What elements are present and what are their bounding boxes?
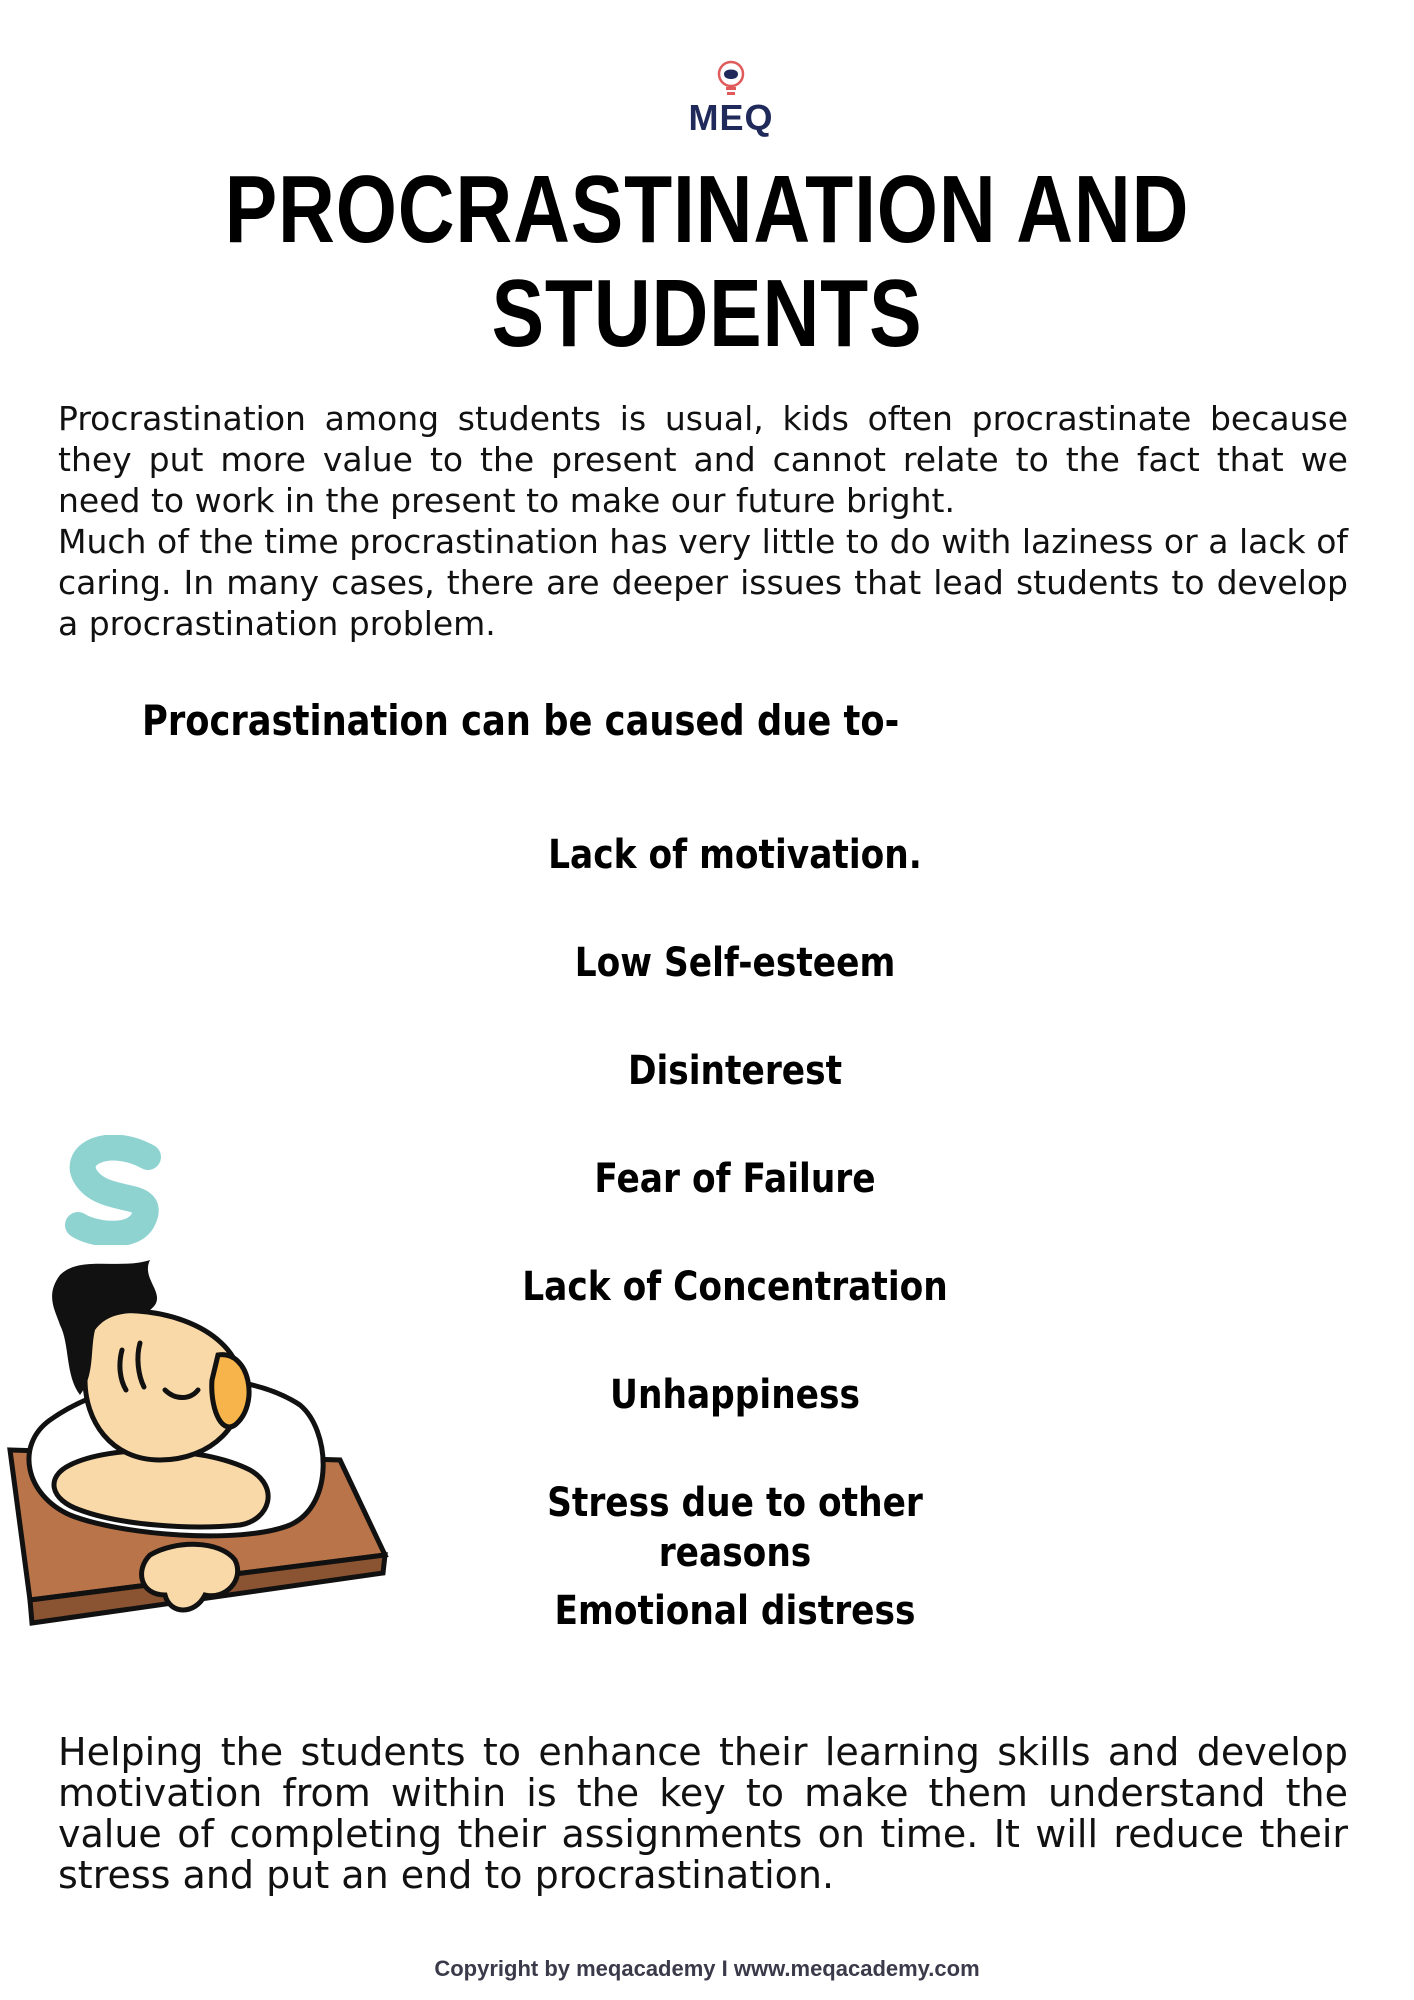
cause-item: Lack of Concentration: [522, 1264, 948, 1310]
cause-item: Unhappiness: [610, 1372, 860, 1418]
cause-item: Stress due to other reasons: [547, 1480, 923, 1576]
cause-item: Lack of motivation.: [548, 832, 922, 878]
intro-paragraph-2: Much of the time procrastination has very little to do with laziness or a lack of caring. In many cases, there are deeper issues that lead students to develop a procrastination problem.: [58, 522, 1348, 643]
wave-decoration-icon: [48, 1135, 178, 1245]
brain-bulb-icon: [714, 60, 748, 100]
intro-text: [58, 398, 1348, 644]
cause-item: Low Self-esteem: [574, 940, 896, 986]
copyright-footer: Copyright by meqacademy I www.meqacademy.com: [434, 1956, 980, 1981]
meq-logo: [676, 60, 786, 140]
cause-item: Fear of Failure: [594, 1156, 876, 1202]
page-title: [127, 158, 1286, 366]
conclusion-text: Helping the students to enhance their learning skills and develop motivation from within is the key to make them understand the value of completing their assignments on time. It will reduce their stress and put an end to procrastination.: [58, 1730, 1348, 1897]
title-line-1: PROCRASTINATION AND: [224, 156, 1190, 263]
title-line-2: STUDENTS: [491, 260, 923, 367]
sleeping-student-illustration: [0, 1255, 400, 1655]
causes-heading: Procrastination can be caused due to-: [142, 696, 900, 745]
cause-item: Emotional distress: [554, 1588, 916, 1634]
logo-text: MEQ: [688, 97, 774, 138]
intro-paragraph-1: Procrastination among students is usual, kids often procrastinate because they put more value to the present and cannot relate to the fact that we need to work in the present to make our future bright.: [58, 399, 1348, 520]
cause-item: Disinterest: [627, 1048, 843, 1094]
